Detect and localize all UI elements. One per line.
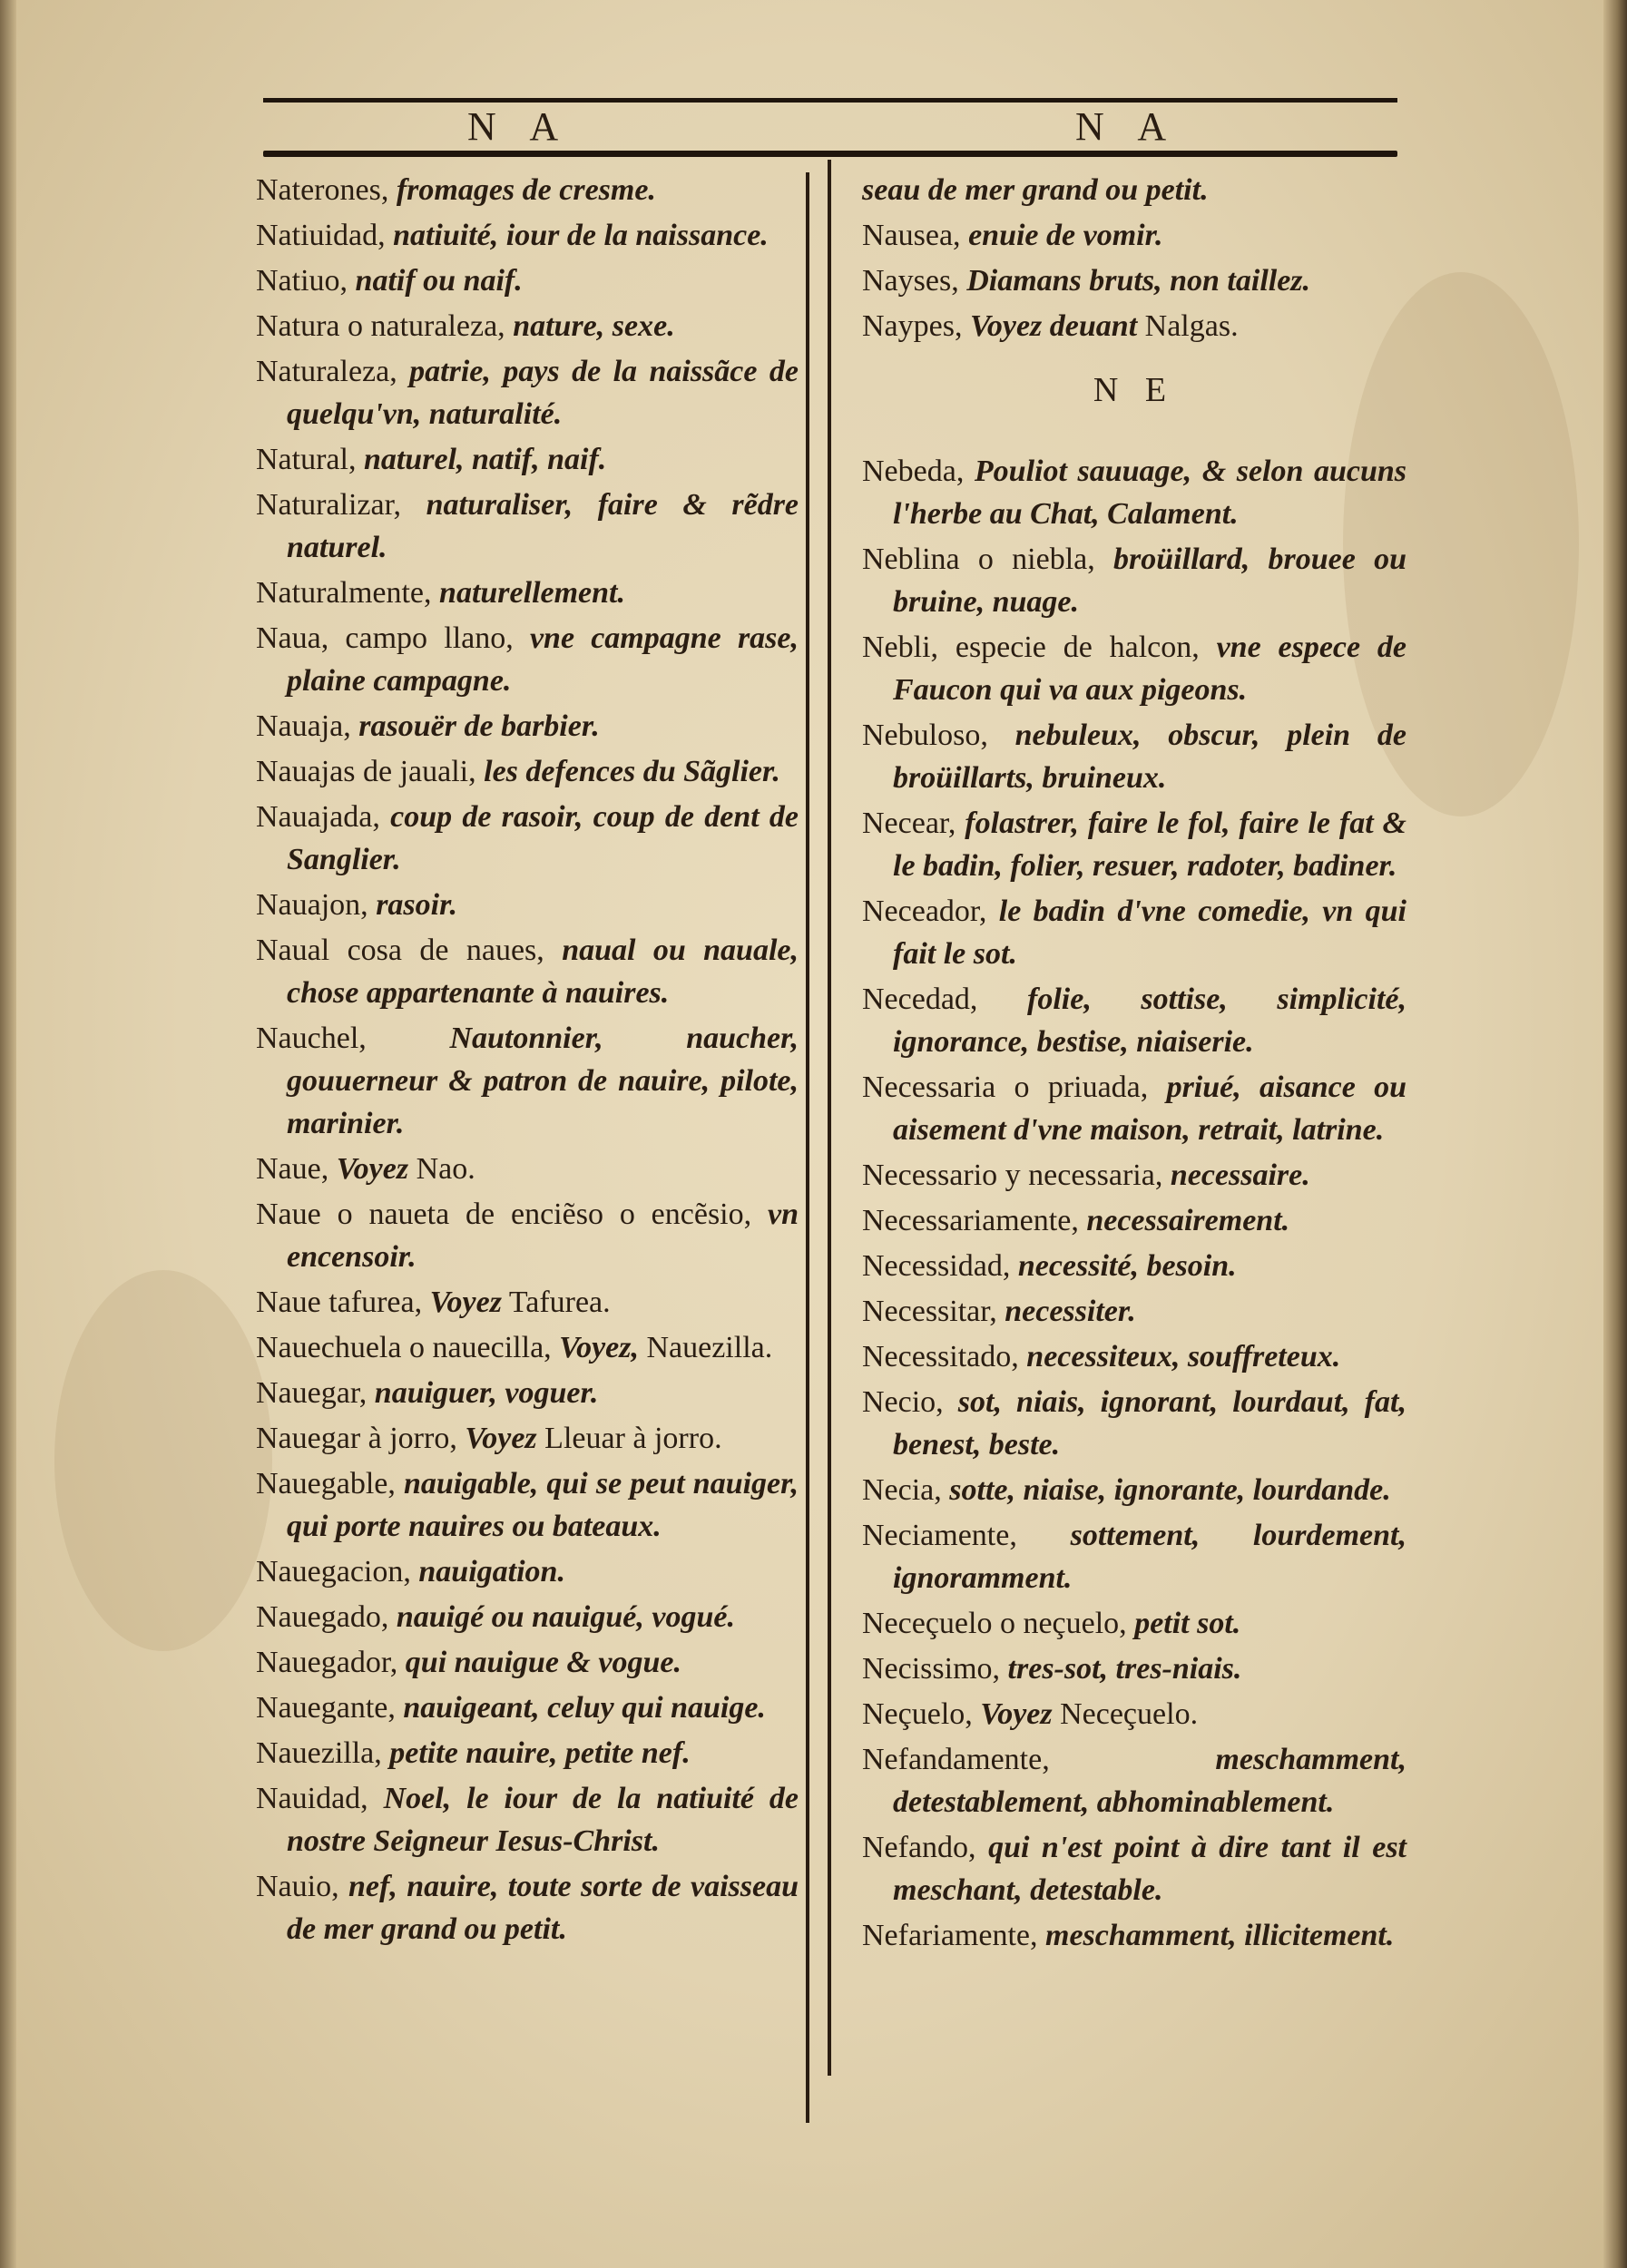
entry-definition: nature, sexe. (513, 309, 675, 343)
entry-term: Nebli, especie de halcon, (862, 631, 1200, 664)
entry-definition: natif ou naif. (355, 264, 523, 298)
entry-definition: seau de mer grand ou petit. (862, 173, 1209, 207)
right-column-continuation (862, 169, 1406, 347)
entry-term: Naturalizar, (256, 488, 402, 522)
entry-definition: petite nauire, petite nef. (389, 1736, 691, 1770)
entry-definition: enuie de vomir. (968, 219, 1163, 252)
entry-cross-reference: Nao. (416, 1152, 475, 1186)
dictionary-entry (256, 1732, 799, 1774)
dictionary-entry (862, 978, 1406, 1063)
entry-term: Neçuelo, (862, 1697, 973, 1731)
header-right: N A (1075, 104, 1180, 149)
entry-definition: Noel, le iour de la natiuité de nostre Seigneur Iesus-Christ. (287, 1782, 799, 1858)
dictionary-entry (862, 1738, 1406, 1823)
entry-term: Nauegar, (256, 1376, 368, 1410)
entry-term: Natura o naturaleza, (256, 309, 505, 343)
entry-definition: naturellement. (439, 576, 625, 610)
entry-definition: folastrer, faire le fol, faire le fat & le badin, folier, resuer, radoter, badiner. (893, 807, 1406, 883)
dictionary-entry (256, 705, 799, 748)
entry-definition: nauigable, qui se peut nauiger, qui porte nauires ou bateaux. (287, 1467, 799, 1543)
dictionary-entry (256, 484, 799, 569)
dictionary-entry (256, 1148, 799, 1190)
entry-definition: qui nauigue & vogue. (405, 1646, 681, 1679)
dictionary-entry (256, 750, 799, 793)
dictionary-entry (862, 1245, 1406, 1287)
dictionary-entry (862, 802, 1406, 887)
entry-term: Neciamente, (862, 1519, 1017, 1552)
entry-definition: necessiter. (1005, 1295, 1136, 1328)
entry-definition: sot, niais, ignorant, lourdaut, fat, benest, beste. (893, 1385, 1406, 1461)
entry-definition: qui n'est point à dire tant il est meschant, detestable. (893, 1831, 1407, 1907)
entry-definition: nauigeant, celuy qui nauige. (403, 1691, 766, 1725)
entry-term: Necessariamente, (862, 1204, 1079, 1237)
dictionary-entry (256, 259, 799, 302)
entry-definition: necessiteux, souffreteux. (1026, 1340, 1341, 1374)
dictionary-entry (256, 438, 799, 481)
entry-definition: rasouër de barbier. (358, 709, 600, 743)
entry-definition: broüillard, brouee ou bruine, nuage. (893, 543, 1407, 619)
dictionary-entry (862, 169, 1406, 211)
entry-definition: Nautonnier, naucher, gouuerneur & patron de nauire, pilote, marinier. (287, 1022, 799, 1140)
dictionary-entry (256, 1462, 799, 1548)
dictionary-entry (256, 796, 799, 881)
header-left: N A (467, 104, 572, 149)
dictionary-entry (862, 1514, 1406, 1599)
entry-definition: meschamment, detestablement, abhominablement. (893, 1743, 1406, 1819)
dictionary-entry (862, 305, 1406, 347)
dictionary-entry (256, 1017, 799, 1145)
entry-term: Nauegar à jorro, (256, 1422, 457, 1455)
dictionary-entry (256, 1641, 799, 1684)
entry-definition: naturel, natif, naif. (363, 443, 607, 476)
entry-term: Naua, campo llano, (256, 621, 514, 655)
left-column (256, 169, 799, 1953)
dictionary-entry (256, 1550, 799, 1593)
dictionary-entry (862, 1602, 1406, 1645)
entry-term: Naue tafurea, (256, 1286, 423, 1319)
entry-term: Necio, (862, 1385, 944, 1419)
entry-term: Necessitar, (862, 1295, 997, 1328)
dictionary-entry (256, 1193, 799, 1278)
entry-definition: Pouliot sauuage, & selon aucuns l'herbe au Chat, Calament. (893, 455, 1406, 531)
paper-stain (54, 1270, 272, 1651)
entry-term: Nauio, (256, 1870, 339, 1903)
column-divider (806, 172, 809, 2123)
dictionary-entry (256, 1281, 799, 1324)
dictionary-entry (256, 350, 799, 435)
header-rule-bottom (263, 151, 1397, 157)
entry-term: Necia, (862, 1473, 942, 1507)
entry-term: Necedad, (862, 982, 978, 1016)
dictionary-entry (256, 572, 799, 614)
entry-term: Natural, (256, 443, 357, 476)
entry-term: Nauchel, (256, 1022, 367, 1055)
entry-cross-reference: Tafurea. (508, 1286, 611, 1319)
entry-definition: rasoir. (376, 888, 457, 922)
dictionary-entry (862, 1914, 1406, 1957)
entry-term: Necissimo, (862, 1652, 1001, 1686)
entry-term: Nayses, (862, 264, 959, 298)
entry-definition: necessaire. (1170, 1158, 1310, 1192)
dictionary-entry (862, 1335, 1406, 1378)
entry-term: Natiuidad, (256, 219, 386, 252)
entry-definition: necessairement. (1086, 1204, 1290, 1237)
entry-definition: naturaliser, faire & rẽdre naturel. (287, 488, 799, 564)
entry-term: Neceador, (862, 894, 987, 928)
entry-term: Neceçuelo o neçuelo, (862, 1607, 1127, 1640)
dictionary-entry (256, 884, 799, 926)
dictionary-entry (862, 1693, 1406, 1735)
entry-definition: tres-sot, tres-niais. (1007, 1652, 1242, 1686)
header-rule-top (263, 98, 1397, 103)
dictionary-entry (256, 1865, 799, 1950)
entry-definition: Diamans bruts, non taillez. (966, 264, 1311, 298)
dictionary-entry (862, 1381, 1406, 1466)
dictionary-entry (862, 1154, 1406, 1197)
entry-definition: nauigation. (418, 1555, 565, 1589)
entry-definition: nef, nauire, toute sorte de vaisseau de mer grand ou petit. (287, 1870, 799, 1946)
entry-term: Nauegable, (256, 1467, 396, 1501)
entry-term: Nefandamente, (862, 1743, 1050, 1776)
dictionary-entry (862, 450, 1406, 535)
entry-term: Necessario y necessaria, (862, 1158, 1163, 1192)
entry-definition: petit sot. (1134, 1607, 1241, 1640)
entry-definition: les defences du Sãglier. (484, 755, 780, 788)
entry-term: Naturalmente, (256, 576, 432, 610)
column-divider (828, 160, 831, 2076)
dictionary-entry (256, 1777, 799, 1862)
entry-definition: Voyez, (559, 1331, 639, 1364)
dictionary-entry (256, 214, 799, 257)
entry-term: Nauegado, (256, 1600, 389, 1634)
dictionary-entry (862, 214, 1406, 257)
entry-definition: vn encensoir. (287, 1198, 799, 1274)
entry-definition: sottement, lourdement, ignoramment. (893, 1519, 1406, 1595)
entry-term: Necear, (862, 807, 956, 840)
dictionary-entry (256, 617, 799, 702)
entry-definition: nauiguer, voguer. (374, 1376, 599, 1410)
entry-term: Nauajas de jauali, (256, 755, 476, 788)
entry-definition: natiuité, iour de la naissance. (393, 219, 769, 252)
entry-definition: Voyez (429, 1286, 502, 1319)
entry-term: Nauegacion, (256, 1555, 411, 1589)
entry-term: Nauezilla, (256, 1736, 382, 1770)
dictionary-entry (256, 1372, 799, 1414)
entry-cross-reference: Neceçuelo. (1060, 1697, 1199, 1731)
entry-definition: Voyez (980, 1697, 1053, 1731)
entry-definition: le badin d'vne comedie, vn qui fait le sot. (893, 894, 1406, 971)
dictionary-entry (862, 1290, 1406, 1333)
entry-term: Nefariamente, (862, 1919, 1038, 1952)
entry-term: Necessidad, (862, 1249, 1011, 1283)
entry-term: Nauegante, (256, 1691, 396, 1725)
entry-term: Naypes, (862, 309, 963, 343)
dictionary-entry (256, 1686, 799, 1729)
dictionary-entry (256, 1417, 799, 1460)
right-column-entries (862, 450, 1406, 1957)
entry-term: Nauidad, (256, 1782, 368, 1815)
entry-term: Naterones, (256, 173, 389, 207)
entry-term: Naturaleza, (256, 355, 397, 388)
entry-term: Nausea, (862, 219, 961, 252)
entry-term: Nauajon, (256, 888, 368, 922)
dictionary-entry (862, 890, 1406, 975)
entry-term: Nebuloso, (862, 719, 988, 752)
entry-term: Nauaja, (256, 709, 351, 743)
entry-definition: priué, aisance ou aisement d'vne maison, retrait, latrine. (893, 1070, 1406, 1147)
entry-definition: sotte, niaise, ignorante, lourdande. (949, 1473, 1391, 1507)
page-edge-left (0, 0, 16, 2268)
dictionary-entry (862, 1826, 1406, 1911)
running-header (263, 103, 1397, 149)
entry-definition: Voyez deuant (969, 309, 1138, 343)
entry-term: Necessaria o priuada, (862, 1070, 1149, 1104)
section-heading: N E (1093, 371, 1176, 409)
dictionary-entry (862, 1469, 1406, 1511)
dictionary-entry (862, 626, 1406, 711)
entry-term: Naue, (256, 1152, 329, 1186)
entry-term: Naual cosa de naues, (256, 934, 544, 967)
entry-term: Nauechuela o nauecilla, (256, 1331, 552, 1364)
dictionary-entry (256, 169, 799, 211)
entry-definition: patrie, pays de la naissãce de quelqu'vn, naturalité. (287, 355, 799, 431)
entry-definition: Voyez (336, 1152, 409, 1186)
dictionary-entry (862, 259, 1406, 302)
entry-definition: vne espece de Faucon qui va aux pigeons. (893, 631, 1407, 707)
entry-cross-reference: Nalgas. (1144, 309, 1239, 343)
entry-definition: fromages de cresme. (396, 173, 656, 207)
entry-definition: naual ou nauale, chose appartenante à nauires. (287, 934, 799, 1010)
entry-definition: coup de rasoir, coup de dent de Sanglier. (287, 800, 799, 876)
dictionary-entry (862, 538, 1406, 623)
entry-definition: Voyez (465, 1422, 537, 1455)
entry-definition: nebuleux, obscur, plein de broüillarts, bruineux. (893, 719, 1406, 795)
entry-term: Nauegador, (256, 1646, 398, 1679)
page-edge-right (1603, 0, 1627, 2268)
entry-cross-reference: Lleuar à jorro. (544, 1422, 722, 1455)
entry-term: Nebeda, (862, 455, 965, 488)
entry-definition: folie, sottise, simplicité, ignorance, bestise, niaiserie. (893, 982, 1406, 1059)
dictionary-entry (862, 1647, 1406, 1690)
entry-definition: meschamment, illicitement. (1045, 1919, 1395, 1952)
entry-term: Neblina o niebla, (862, 543, 1095, 576)
dictionary-entry (256, 929, 799, 1014)
entry-term: Nefando, (862, 1831, 976, 1864)
dictionary-entry (256, 1596, 799, 1638)
entry-definition: necessité, besoin. (1017, 1249, 1237, 1283)
entry-cross-reference: Nauezilla. (646, 1331, 773, 1364)
entry-term: Natiuo, (256, 264, 348, 298)
dictionary-entry (256, 305, 799, 347)
dictionary-entry (256, 1326, 799, 1369)
dictionary-entry (862, 1199, 1406, 1242)
entry-definition: vne campagne rase, plaine campagne. (287, 621, 799, 698)
dictionary-entry (862, 1066, 1406, 1151)
dictionary-entry (862, 714, 1406, 799)
right-column (862, 169, 1406, 1960)
entry-term: Naue o naueta de enciẽso o encẽsio, (256, 1198, 752, 1231)
entry-definition: nauigé ou nauigué, vogué. (396, 1600, 735, 1634)
entry-term: Necessitado, (862, 1340, 1019, 1374)
entry-term: Nauajada, (256, 800, 380, 834)
